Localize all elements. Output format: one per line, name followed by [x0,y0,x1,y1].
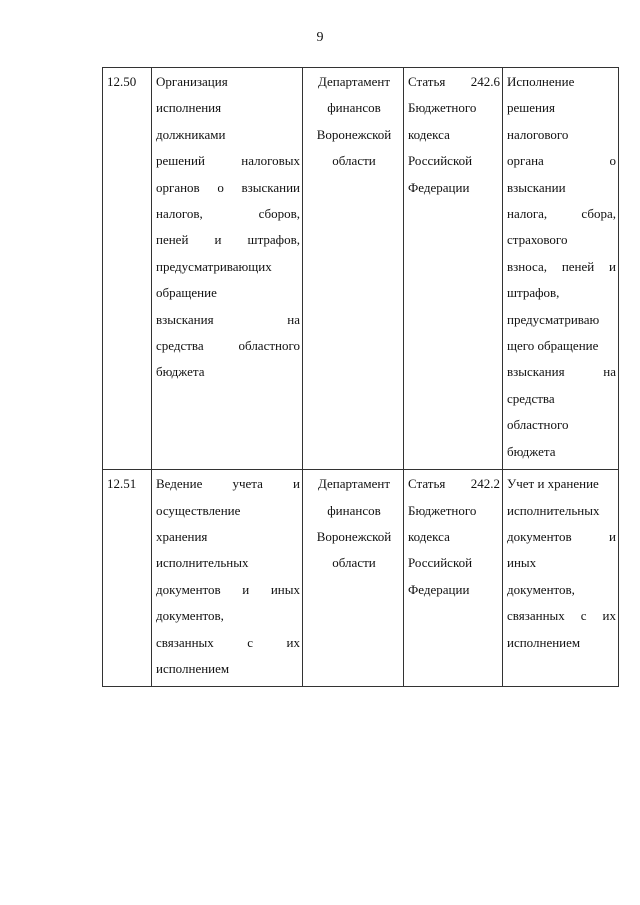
document-table [102,67,619,687]
text-line: решения [507,100,555,116]
item-number: 12.51 [103,470,152,687]
text-line: документов и [507,528,616,544]
text-line: документов и иных [156,581,300,597]
text-line: иных [507,555,537,571]
text-line: Ведение учета и [156,476,300,492]
text-line: документов, [156,608,224,624]
text-line: средства [507,390,555,406]
text-line: документов, [507,581,575,597]
text-line: предусматриваю [507,311,600,327]
table-row [103,68,619,470]
text-line: кодекса [408,528,450,544]
text-line: органов о взыскании [156,179,300,195]
text-line: исполнением [507,634,581,650]
text-line: кодекса [408,126,450,142]
text-line: Федерации [408,581,470,597]
item-number: 12.50 [103,68,152,470]
text-line: взыскания на [156,311,300,327]
text-line: щего обращение [507,338,599,354]
table-row [103,470,619,687]
text-line: решений налоговых [156,153,300,169]
text-line: Организация [156,74,228,89]
text-line: связанных с их [507,608,616,624]
text-line: финансов [327,100,381,116]
text-line: Воронежской [316,528,392,544]
text-line: хранения [156,528,208,544]
text-line: осуществление [156,502,241,518]
item-department [303,68,404,470]
text-line: Воронежской [316,126,392,142]
text-line: предусматривающих [156,258,272,274]
text-line: взноса, пеней и [507,258,616,274]
text-line: исполнения [156,100,222,116]
text-line: должниками [156,126,226,142]
text-line: органа о [507,153,616,169]
text-line: Исполнение [507,74,575,89]
text-line: Российской [408,153,473,169]
text-line: пеней и штрафов, [156,232,300,248]
text-line: Статья 242.2 [408,476,500,492]
text-line: штрафов, [507,285,560,301]
text-line: взыскания на [507,364,616,380]
text-line: области [332,555,376,571]
item-description [152,470,303,687]
text-line: Федерации [408,179,470,195]
text-line: взыскании [507,179,566,195]
page-number: 9 [316,30,324,45]
text-line: обращение [156,285,217,301]
text-line: Департамент [317,476,391,492]
text-line: области [332,153,376,169]
text-line: бюджета [507,443,556,459]
text-line: налогового [507,126,569,142]
item-result [503,68,619,470]
text-line: страхового [507,232,568,248]
item-result [503,470,619,687]
text-line: Бюджетного [408,502,477,518]
text-line: бюджета [156,364,205,380]
text-line: налогов, сборов, [156,206,300,222]
text-line: Российской [408,555,473,571]
text-line: Учет и хранение [507,476,599,492]
text-line: исполнительных [507,502,600,518]
item-legal-basis [404,68,503,470]
text-line: средства областного [156,338,300,354]
text-line: Департамент [317,74,391,89]
text-line: исполнением [156,660,230,676]
item-description [152,68,303,470]
text-line: связанных с их [156,634,300,650]
text-line: исполнительных [156,555,249,571]
text-line: областного [507,417,569,433]
text-line: налога, сбора, [507,206,616,222]
item-legal-basis [404,470,503,687]
text-line: финансов [327,502,381,518]
text-line: Бюджетного [408,100,477,116]
text-line: Статья 242.6 [408,74,500,89]
item-department [303,470,404,687]
